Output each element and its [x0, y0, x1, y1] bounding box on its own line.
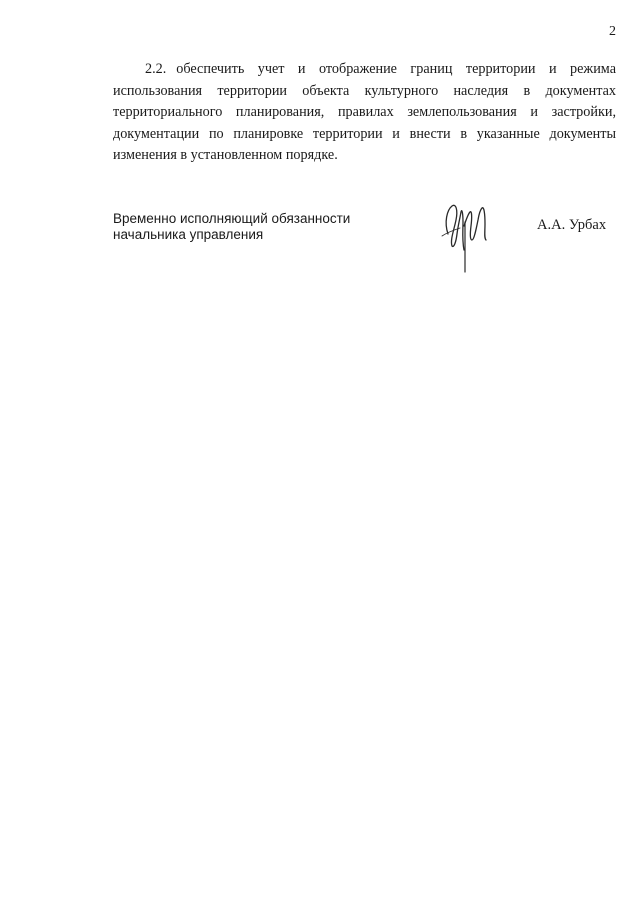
page-number: 2	[609, 24, 616, 39]
clause-text-line-2: использования территории объекта культурного наследия в документах	[113, 82, 616, 99]
signatory-name: А.А. Урбах	[537, 217, 607, 233]
clause-line-1	[113, 59, 616, 81]
clause-text-line-5: изменения в установленном порядке.	[113, 147, 338, 163]
clause-2-2	[113, 59, 616, 167]
clause-text-line-3: территориального планирования, правилах землепользования и застройки,	[113, 104, 616, 120]
clause-text-line-4: документации по планировке территории и внести в указанные документы	[113, 125, 616, 142]
position-title-line-1: Временно исполняющий обязанности	[113, 211, 351, 226]
position-title-line-2: начальника управления	[113, 227, 264, 242]
clause-text-line-1: обеспечить учет и отображение границ территории и режима	[176, 61, 616, 77]
clause-number: 2.2.	[145, 61, 167, 77]
signatory-position	[113, 211, 350, 243]
handwritten-signature-icon	[438, 196, 498, 276]
